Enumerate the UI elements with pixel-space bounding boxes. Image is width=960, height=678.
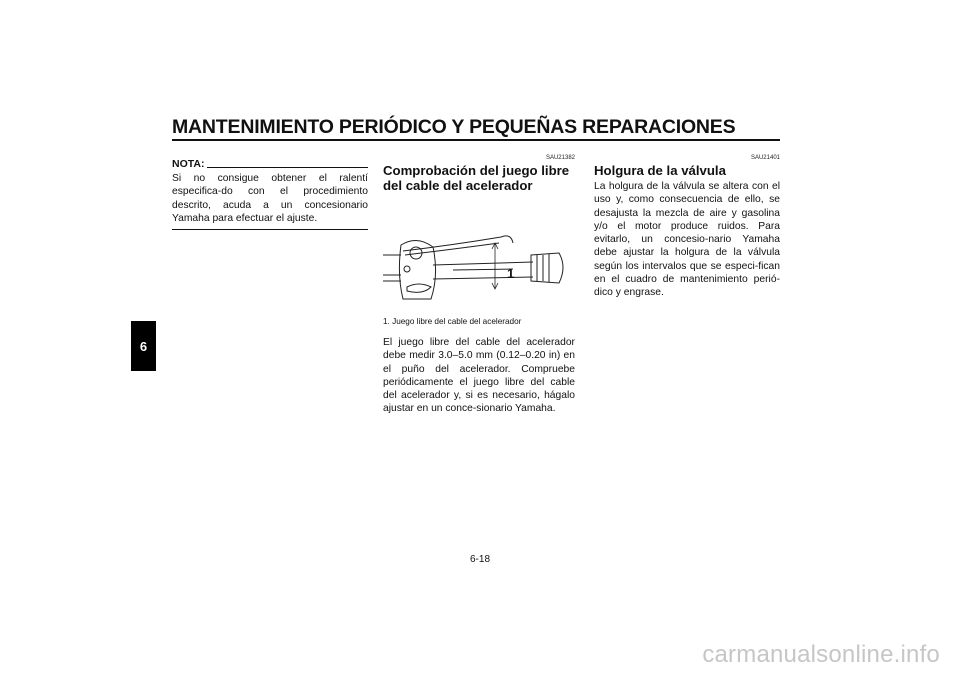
chapter-tab: 6 bbox=[131, 321, 156, 371]
page-title: MANTENIMIENTO PERIÓDICO Y PEQUEÑAS REPARACIONES bbox=[172, 116, 736, 138]
throttle-grip-figure bbox=[383, 215, 575, 305]
middle-column bbox=[383, 150, 575, 416]
throttle-grip-icon bbox=[531, 253, 563, 283]
title-rule bbox=[172, 139, 780, 141]
figure-label: 1 bbox=[507, 266, 515, 281]
section-title-valve: Holgura de la válvula bbox=[594, 163, 726, 178]
section-title-throttle: Comprobación del juego libre del cable del acelerador bbox=[383, 163, 570, 193]
note-text: Si no consigue obtener el ralentí especifica-do con el procedimiento descrito, acuda a un concesionario Yamaha para efectuar el ajuste. bbox=[172, 173, 368, 224]
figure-caption: 1. Juego libre del cable del acelerador bbox=[383, 317, 522, 326]
note-header bbox=[172, 158, 368, 170]
page-number: 6-18 bbox=[469, 554, 490, 565]
valve-text: La holgura de la válvula se altera con el uso y, como consecuencia de ello, se desajusta la mezcla de aire y gasolina y/o el motor produce ruidos. Para evitarlo, un concesio-nario Yamaha debe ajustar la holgura de la válvula según los intervalos que se especi-fican en el cuadro de mantenimiento perió-dico y engrase. bbox=[594, 181, 780, 299]
note-label: NOTA: bbox=[172, 158, 205, 170]
section-code: SAU21382 bbox=[545, 155, 575, 161]
left-column bbox=[172, 150, 368, 230]
note-rule bbox=[207, 167, 368, 168]
note-end-rule bbox=[172, 229, 368, 230]
right-column bbox=[594, 150, 780, 300]
section-code-valve: SAU21401 bbox=[750, 155, 780, 161]
watermark: carmanualsonline.info bbox=[702, 641, 940, 668]
throttle-text: El juego libre del cable del acelerador debe medir 3.0–5.0 mm (0.12–0.20 in) en el puño del acelerador. Compruebe periódicamente el juego libre del cable del acelerador y, si es necesario, hágalo ajustar en un conce-sionario Yamaha. bbox=[383, 337, 575, 415]
